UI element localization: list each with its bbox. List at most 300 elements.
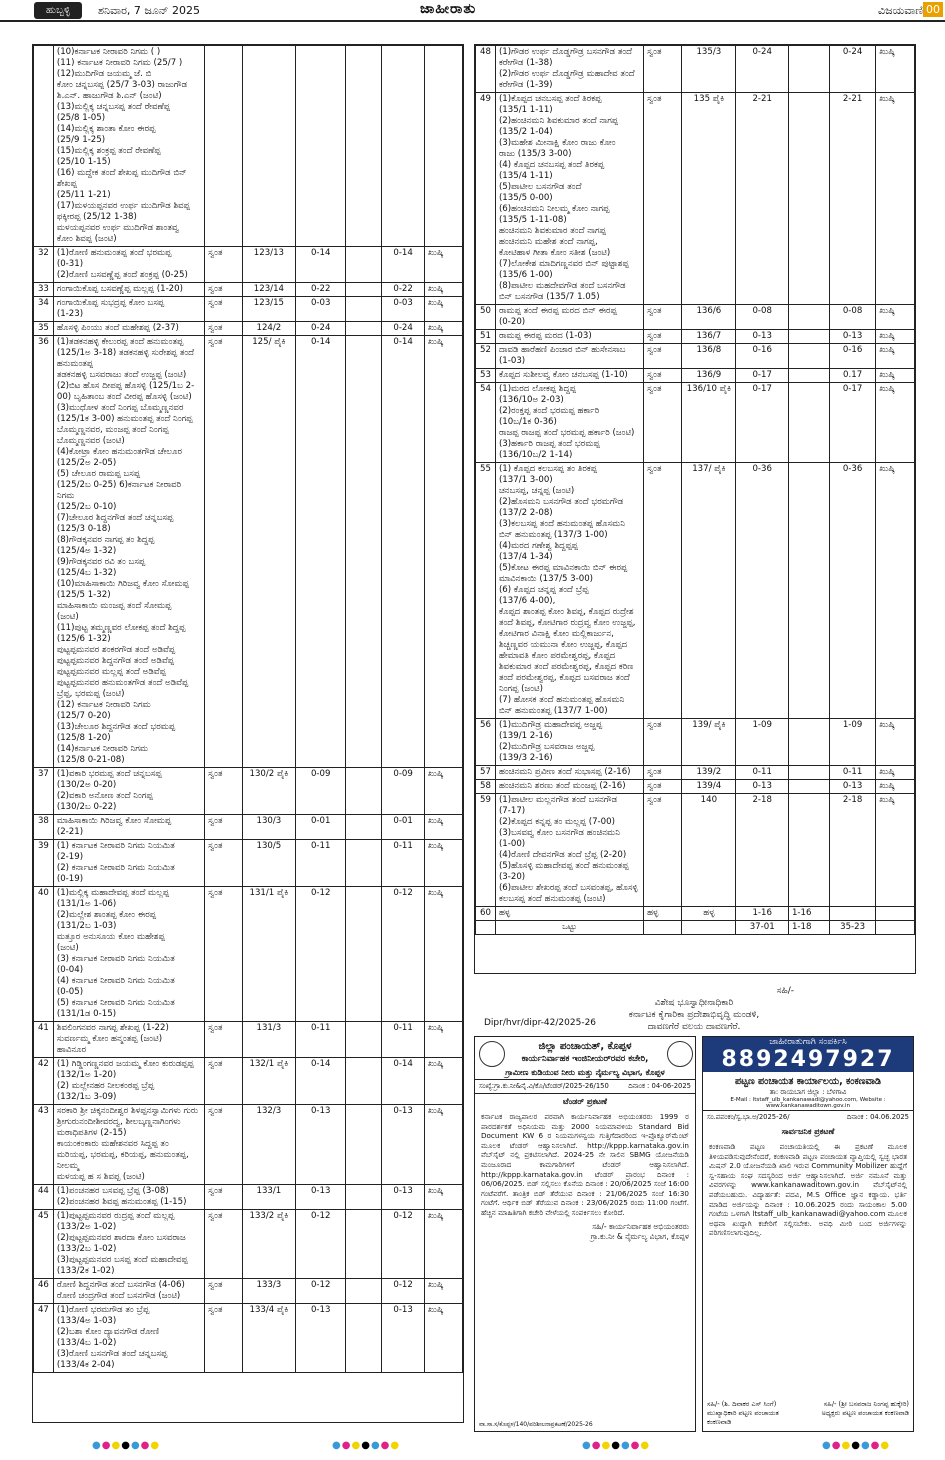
owner-line: (3)ಕಲಬಸಪ್ಪ ತಂದೆ ಹನುಮಂತಪ್ಪ ಹೊಸಮನಿ: [498, 519, 626, 529]
acquire-area: 0-24: [829, 46, 875, 93]
total-area: 0-24: [736, 46, 789, 93]
row-number: 47: [34, 1304, 54, 1373]
owner-line: ನಿಂಗಪ್ಪ (ಜಂಟಿ): [498, 684, 543, 694]
land-row: [34, 336, 463, 768]
owner-line: (10)ಮಾಹಿಸಾಕಾಯಿ ಗಿರಿಜವ್ವ ಕೋಂ ಸೋಮಪ್ಪ: [56, 579, 189, 589]
owner-names: [495, 794, 643, 907]
land-row: [34, 1279, 463, 1304]
owner-line: (125/4ಬ 1-32): [56, 568, 117, 578]
row-number: 54: [476, 383, 496, 463]
row-number: 60: [476, 907, 496, 921]
ad-koppal-sign2: ಗ್ರಾ.ಕು.ನೀ & ನೈರ್ಮಲ್ಯ ವಿಭಾಗ, ಕೊಪ್ಪಳ: [590, 1231, 689, 1241]
total-area: 0-17: [736, 383, 789, 463]
owner-line: ಹಾವಿನೂರ: [56, 1045, 87, 1055]
owner-line: (16) ಮದ್ದೇಕ ತಂದೆ ಶೇಖಪ್ಪ ಮುದಿಗೌಡ ಬಿನ್: [56, 168, 187, 178]
survey-number: [242, 46, 295, 247]
land-class: ಖುಷ್ಕಿ: [876, 305, 915, 330]
owner-line: (15)ಮಲ್ಲಿಕ್ಕ ಶಂಕ್ರಪ್ಪ ತಂದೆ ರೇವಣೆಪ್ಪ: [56, 146, 161, 156]
owner-line: (6) ಕೊಪ್ಪದ ಚನ್ನಪ್ಪ ತಂದೆ ಬ್ರೆಪ್ಪ: [498, 585, 589, 595]
holding-type: ಸ್ವಂತ: [644, 344, 682, 369]
ad-helpline-banner: [703, 1037, 913, 1072]
acquire-area: 0.17: [829, 369, 875, 383]
owner-line: (3)ಮುಧೋಳ ತಂದೆ ನಿಂಗಪ್ಪ ಬೊಮ್ಮಣ್ಣನವರ: [56, 403, 184, 413]
owner-line: (1) ಕರ್ನಾಟಕ ನೀರಾವರಿ ನಿಗಮ ನಿಯಮಿತ: [56, 841, 175, 851]
land-class: ಖುಷ್ಕಿ: [876, 794, 915, 907]
total-area: 0-12: [296, 887, 346, 1022]
land-class: [424, 46, 462, 247]
owner-names: [53, 1058, 204, 1105]
owner-line: ಫಕ್ಕೀರಪ್ಪ (25/12 1-38): [56, 212, 137, 222]
land-schedule-table-right: [475, 45, 915, 935]
owner-line: ಕೊಪ್ಪದ ಸುಶೀಲವ್ವ ಕೋಂ ಚನಬಸಪ್ಪ (1-10): [498, 370, 628, 380]
row-number: 41: [34, 1022, 54, 1058]
row-number: 45: [34, 1210, 54, 1279]
ad-kank-heading: ಸಾರ್ವಜನಿಕ ಪ್ರಕಟಣೆ: [781, 1127, 835, 1136]
total-area: 0-11: [736, 766, 789, 780]
owner-line: (1)ರೋಣಿ ಭರಮಗೌಡ ತಂ ಬ್ರೆಪ್ಪ: [56, 1305, 150, 1315]
owner-line: (25/9 1-25): [56, 135, 106, 145]
page-number: 00: [923, 2, 943, 17]
owner-line: (125/3 0-18): [56, 524, 111, 534]
land-class: ಖುಷ್ಕಿ: [876, 330, 915, 344]
kharab-area: [346, 283, 382, 297]
acquire-area: 0-13: [382, 1105, 425, 1185]
survey-number: 123/15: [242, 297, 295, 322]
row-number: 53: [476, 369, 496, 383]
owner-line: ಕರೇಗೌಡ (1-39): [498, 80, 553, 90]
owner-line: (3)ಹರ್ಕಾರಿ ರಾಜಪ್ಪ ತಂದೆ ಭರಮಪ್ಪ: [498, 439, 600, 449]
holding-type: ಸ್ವಂತ: [205, 247, 243, 283]
owner-names: [53, 815, 204, 840]
owner-line: (1) ಗಿಡ್ಡಿಂಗಣ್ಣನವರ ಜಯಮ್ಮ ಕೋಂ ಕುರುಡಪ್ಪಪ್ಪ: [56, 1059, 194, 1069]
acquire-area: 0-22: [382, 283, 425, 297]
owner-line: ಹಂಚಿನಮನಿ ಶಿವಕುಮಾರ ತಂದೆ ನಾಗಪ್ಪ: [498, 226, 606, 236]
row-number: 34: [34, 297, 54, 322]
owner-line: ಚನಬಸಪ್ಪ, ಚನ್ನಪ್ಪ (ಜಂಟಿ): [498, 486, 575, 496]
owner-line: (135/4 1-11): [498, 171, 553, 181]
owner-line: (4)ರೋಣಿ ದೇವನಗೌಡ ತಂದೆ ಬ್ರೆಪ್ಪ (2-20): [498, 850, 627, 860]
owner-line: (13)ಚೇಲೂರ ಶಿದ್ದನಗೌಡ ತಂದೆ ಭರಮಪ್ಪ: [56, 722, 176, 732]
row-number: 48: [476, 46, 496, 93]
acquire-area: 0-03: [382, 297, 425, 322]
holding-type: ಸ್ವಂತ: [205, 297, 243, 322]
total-area: 0-01: [296, 815, 346, 840]
ad-koppal-tender: [474, 1036, 696, 1432]
owner-line: (2)ರೋಣಿ ಬಸವಣ್ಣೆಪ್ಪ ತಂದೆ ಶಂಕ್ರಪ್ಪ (0-25): [56, 270, 188, 280]
owner-line: (125/2ಅ 2-05): [56, 458, 117, 468]
owner-line: (7)ಚೇಲೂರ ಶಿದ್ದನಗೌಡ ತಂದೆ ಚನ್ನಬಸಪ್ಪ: [56, 513, 174, 523]
owner-line: (2)ಪಂಚನಹರ ಶಿವಪ್ಪ ಹನುಮಂತಪ್ಪ (1-15): [56, 1197, 187, 1207]
holding-type: ಸ್ವಂತ: [644, 463, 682, 719]
survey-number: 123/14: [242, 283, 295, 297]
owner-line: (2) ಕರ್ನಾಟಕ ನೀರಾವರಿ ನಿಗಮ ನಿಯಮಿತ: [56, 863, 175, 873]
owner-line: (8)ಪಾಟೀಲ ಮಹದೇವಗೌಡ ತಂದೆ ಬಸನಗೌಡ: [498, 281, 626, 291]
owner-line: (2)ಗೌಡರ ಉರ್ಫ ದೊಡ್ಡಗೌಡ್ರ ಮಹಾದೇವ ತಂದೆ: [498, 69, 635, 79]
survey-number: 125/ ಪೈಕಿ: [242, 336, 295, 768]
owner-line: ಬಿನ್ ಹನುಮಂತಪ್ಪ (137/7 1-00): [498, 706, 608, 716]
owner-names: [53, 1105, 204, 1185]
row-number: 56: [476, 719, 496, 766]
acquire-area: 0-13: [829, 780, 875, 794]
holding-type: ಸ್ವಂತ: [205, 840, 243, 887]
owner-line: (1-03): [498, 356, 526, 366]
owner-names: [495, 463, 643, 719]
owner-line: (135/1 1-11): [498, 105, 553, 115]
holding-type: ಹಳ್ಳ: [644, 907, 682, 921]
land-row: [34, 283, 463, 297]
survey-number: 135/3: [682, 46, 736, 93]
kharab-area: [788, 766, 829, 780]
registration-marks-left: ●●●●●●●: [92, 1440, 161, 1451]
masthead: [0, 0, 945, 22]
row-number: 44: [34, 1185, 54, 1210]
holding-type: [205, 46, 243, 247]
acquire-area: 2-18: [829, 794, 875, 907]
acquire-area: 0-09: [382, 768, 425, 815]
survey-number: 137/ ಪೈಕಿ: [682, 463, 736, 719]
kharab-area: [788, 369, 829, 383]
row-number: 43: [34, 1105, 54, 1185]
owner-line: (3) ಕರ್ನಾಟಕ ನೀರಾವರಿ ನಿಗಮ ನಿಯಮಿತ: [56, 954, 175, 964]
total-area: 2-21: [736, 93, 789, 305]
survey-number: 130/2 ಪೈಕಿ: [242, 768, 295, 815]
owner-line: (133/4ಬ 1-02): [56, 1338, 117, 1348]
kharab-area: [788, 463, 829, 719]
owner-names: [495, 780, 643, 794]
survey-number: 133/3: [242, 1279, 295, 1304]
acquire-area: 0-14: [382, 247, 425, 283]
owner-line: (133/2ಕ 1-02): [56, 1266, 115, 1276]
kharab-area: [788, 330, 829, 344]
owner-line: (5)ಕೋಟ ಈರಪ್ಪ ಮಾವಿನಕಾಯಿ ಬಿನ್ ಈರಪ್ಪ: [498, 563, 628, 573]
total-area: 0-14: [296, 336, 346, 768]
owner-line: (2-19): [56, 852, 84, 862]
survey-number: 139/ ಪೈಕಿ: [682, 719, 736, 766]
land-class: ಖುಷ್ಕಿ: [424, 247, 462, 283]
row-number: 50: [476, 305, 496, 330]
owner-line: ಕೋಟಿಗಾರ ವಿನಾಕ್ಷಿ ಕೋಂ ಮಲ್ಲಿಕಾರ್ಜುನ,: [498, 629, 614, 639]
land-class: ಖುಷ್ಕಿ: [876, 93, 915, 305]
owner-line: (130/2ಅ 0-20): [56, 780, 117, 790]
owner-line: (1) ಕೊಪ್ಪದ ಕಲಬಸಪ್ಪ ತಂ ತಿರಕಪ್ಪ: [498, 464, 597, 474]
owner-line: (10)ಕರ್ನಾಟಕ ನೀರಾವರಿ ನಿಗಮ ( ): [56, 47, 161, 57]
holding-type: ಸ್ವಂತ: [205, 768, 243, 815]
land-class: ಖುಷ್ಕಿ: [876, 344, 915, 369]
owner-line: (0-05): [56, 987, 84, 997]
land-class: ಖುಷ್ಕಿ: [424, 1022, 462, 1058]
owner-line: ಮಳಯಪ್ಪನವರ ಉರ್ಫ ಮುದಿಗೌಡ ಶಾಂತವ್ವ: [56, 223, 179, 233]
ad-koppal-heading: ಟೆಂಡರ್ ಪ್ರಕಟಣೆ: [563, 1097, 607, 1106]
owner-line: (132/1ಅ 1-20): [56, 1070, 117, 1080]
holding-type: ಸ್ವಂತ: [644, 93, 682, 305]
holding-type: ಸ್ವಂತ: [644, 305, 682, 330]
owner-names: [495, 93, 643, 305]
land-class: ಖುಷ್ಕಿ: [424, 1058, 462, 1105]
owner-names: [53, 1304, 204, 1373]
owner-line: (1)ಪುಟ್ಟಪ್ಪಮನವರ ರುದ್ರಪ್ಪ ತಂದೆ ಮಲ್ಲಪ್ಪ: [56, 1211, 175, 1221]
owner-names: [495, 383, 643, 463]
owner-line: (2)ವಕಾರಿ ಅನೋಣ ತಂದೆ ನಿಂಗಪ್ಪ: [56, 791, 153, 801]
land-row: [476, 907, 915, 921]
kharab-area: [346, 1105, 382, 1185]
owner-line: (2-21): [56, 827, 84, 837]
total-blank: [644, 921, 682, 935]
owner-line: ಮತ್ತೂರ ಅನುಸೂಯ ಕೋಂ ಮಹೇಶಪ್ಪ: [56, 932, 165, 942]
total-area: 0-17: [736, 369, 789, 383]
owner-line: (0-31): [56, 259, 84, 269]
land-class: ಖುಷ್ಕಿ: [876, 463, 915, 719]
owner-names: [495, 719, 643, 766]
land-schedule-table-left: [33, 45, 463, 1373]
holding-type: ಸ್ವಂತ: [205, 336, 243, 768]
total-area: 0-13: [296, 1304, 346, 1373]
kharab-area: 1-16: [788, 907, 829, 921]
owner-names: [53, 247, 204, 283]
owner-line: (2)ಮಲ್ಲೇಶ ಶಾಂತಪ್ಪ ಕೋಂ ಈರಪ್ಪ: [56, 910, 156, 920]
holding-type: ಸ್ವಂತ: [644, 330, 682, 344]
owner-names: [53, 887, 204, 1022]
row-number: 40: [34, 887, 54, 1022]
owner-names: [53, 1185, 204, 1210]
total-area: 0-13: [296, 1105, 346, 1185]
owner-line: ರಾಜು (135/3 3-00): [498, 149, 572, 159]
owner-line: (125/5 1-32): [56, 590, 111, 600]
acquire-area: [382, 46, 425, 247]
signature-line1: ವಿಶೇಷ ಭೂಸ್ವಾಧೀನಾಧಿಕಾರಿ: [654, 998, 734, 1008]
land-class: ಖುಷ್ಕಿ: [424, 1304, 462, 1373]
kharab-area: [788, 305, 829, 330]
owner-line: ರಾಜಪ್ಪ ರಾಜಪ್ಪ ತಂದೆ ಭರಮಪ್ಪ ಹರ್ಕಾರಿ (ಜಂಟಿ): [498, 428, 635, 438]
owner-line: ಹಂಚಿನಮನಿ ಮಹೇಶ ತಂದೆ ನಾಗಪ್ಪ,: [498, 237, 598, 247]
land-row: [476, 330, 915, 344]
owner-line: ಕಾಯಂಕಂಕಾರು ಮಹೇಶನವರ ಸಿದ್ದಪ್ಪ ತಂ: [56, 1139, 169, 1149]
holding-type: ಸ್ವಂತ: [205, 815, 243, 840]
owner-line: ತಡಕನಹಳ್ಳಿ ಬಸವರಾಜು ತಂದೆ ಉಜ್ಜಪ್ಪ (ಜಂಟಿ): [56, 370, 187, 380]
owner-line: (135/6 1-00): [498, 270, 553, 280]
ad-koppal-body: ಕರ್ನಾಟಕ ರಾಜ್ಯಪಾಲರ ಪರವಾಗಿ ಕಾರ್ಯನಿರ್ವಾಹಕ ಅಭಿಯಂತರರು 1999 ರ ಪಾರದರ್ಶಕತೆ ಅಧಿನಿಯಮ ಮತ್ತು 2000 ನಿಯಮಾವಳಿಯ Standard Bid Document KW 6 ರ ನಿಯಮಗಳನ್ವಯ ಗುತ್ತಿಗೆದಾರರಿಂದ ಇ-ಪ್ರೊಕ್ಯೂರ್‌ಮೆಂಟ್ ಮೂಲಕ ಟೆಂಡರ್ ಆಹ್ವಾನಿಸಲಾಗಿದೆ. http://kppp.karnataka.gov.in ವೆಬ್‌ಸೈಟ್ ನಲ್ಲಿ ಪ್ರಕಟಿಸಲಾಗಿದೆ. 2024-25 ನೇ ಸಾಲಿನ SBMG ಯೋಜನೆಯಡಿ ಮಂಜೂರಾದ ಕಾಮಗಾರಿಗಳಿಗೆ ಟೆಂಡರ್ ಆಹ್ವಾನಿಸಲಾಗಿದೆ. http://kppp.karnataka.gov.in ಟೆಂಡರ್ ಪ್ರಾರಂಭ ದಿನಾಂಕ : 06/06/2025. ಬಿಡ್ ಸಲ್ಲಿಸಲು ಕೊನೆಯ ದಿನಾಂಕ : 20/06/2025 ಸಂಜೆ 16:00 ಗಂಟೆವರೆಗೆ. ತಾಂತ್ರಿಕ ಬಿಡ್ ತೆರೆಯುವ ದಿನಾಂಕ : 21/06/2025 ಸಂಜೆ 16:30 ಗಂಟೆಗೆ. ಆರ್ಥಿಕ ಬಿಡ್ ತೆರೆಯುವ ದಿನಾಂಕ : 23/06/2025 ರಂದು 11:00 ಗಂಟೆಗೆ. ಹೆಚ್ಚಿನ ಮಾಹಿತಿಗಾಗಿ ಕಚೇರಿ ವೇಳೆಯಲ್ಲಿ ಸಂಪರ್ಕಿಸಲು ಕೋರಿದೆ.: [481, 1112, 689, 1217]
total-area: 1-16: [736, 907, 789, 921]
owner-line: (139/1 2-16): [498, 731, 553, 741]
total-area: 0-11: [296, 840, 346, 887]
owner-line: (25/8 1-05): [56, 113, 106, 123]
land-class: ಖುಷ್ಕಿ: [424, 322, 462, 336]
owner-line: ಹೇಮಾವತಿ ಕೋಂ ಪರಮೇಶ್ವರಪ್ಪ, ಕೊಪ್ಪದ: [498, 651, 616, 661]
acquire-area: 0-08: [829, 305, 875, 330]
survey-number: 130/3: [242, 815, 295, 840]
owner-line: (130/2ಬ 0-22): [56, 802, 117, 812]
kharab-area: [788, 344, 829, 369]
survey-number: 124/2: [242, 322, 295, 336]
owner-names: [53, 1210, 204, 1279]
row-number: 55: [476, 463, 496, 719]
acquire-area: 0-36: [829, 463, 875, 719]
land-class: ಖುಷ್ಕಿ: [876, 766, 915, 780]
land-class: ಖುಷ್ಕಿ: [876, 719, 915, 766]
land-row: [476, 305, 915, 330]
owner-line: ಮಳಯಪ್ಪ ಹ ಸ ಶಿವಪ್ಪ (ಜಂಟಿ): [56, 1172, 145, 1182]
ad-kank-sub: ತಾ: ರಾಯಬಾಗ ಜಿಲ್ಲಾ : ಬೆಳಗಾವಿ: [769, 1088, 847, 1096]
owner-line: (125/8 0-21-08): [56, 755, 125, 765]
land-class: ಖುಷ್ಕಿ: [876, 46, 915, 93]
owner-line: (135/5 1-11-08): [498, 215, 567, 225]
owner-line: (14)ಕರ್ನಾಟಕ ನೀರಾವರಿ ನಿಗಮ: [56, 744, 149, 754]
ad-koppal-code: ವಾ.ಸಾ.ಸ/ಕೊಪ್ಪಳ/140/ಪರಿಶೀಲನಾಪ್ರಕಟಣೆ/2025-26: [479, 1421, 593, 1428]
owner-line: ಶಿವಲಿಂಗನವರ ನಾಗಪ್ಪ ಶೇಖಪ್ಪ (1-22): [56, 1023, 169, 1033]
total-area: 0-11: [296, 1022, 346, 1058]
owner-line: ಕರೇಗೌಡ (1-38): [498, 58, 553, 68]
owner-line: ಪುಟ್ಟಪ್ಪಮನವರ ಹನುಮಂತಗೌಡ ತಂದೆ ಅಡಿವೆಪ್ಪ: [56, 678, 189, 688]
owner-line: ಶಿವಕುಮಾರ ತಂದೆ ಪರಮೇಶ್ವರಪ್ಪ, ಕೊಪ್ಪದ ಕರಿಣ: [498, 662, 634, 672]
registration-marks-mid: ●●●●●●●: [582, 1440, 651, 1451]
total-area: 1-09: [736, 719, 789, 766]
owner-line: (1)ಮಲ್ಲಿಕ್ಕ ಮಹಾದೇವಪ್ಪ ತಂದೆ ಮಲ್ಲಪ್ಪ: [56, 888, 169, 898]
row-number: 51: [476, 330, 496, 344]
owner-names: [495, 46, 643, 93]
land-row: [34, 1185, 463, 1210]
owner-line: ಶಿ.ಎನ್. ಹಾಜುಗೌಡ ಶಿ.ಎನ್ (ಜಂಟಿ): [56, 91, 162, 101]
owner-line: (136/10ಬ/2 1-14): [498, 450, 573, 460]
row-number: [34, 46, 54, 247]
owner-line: (1-00): [498, 839, 526, 849]
land-class: ಖುಷ್ಕಿ: [424, 840, 462, 887]
owner-line: (1)ವಕಾರಿ ಭರಮಪ್ಪ ತಂದೆ ಚನ್ನಬಸಪ್ಪ: [56, 769, 162, 779]
dipr-code: Dipr/hvr/dipr-42/2025-26: [484, 1018, 597, 1028]
owner-line: (1)ಪಂಚನಹರ ಬಸವಪ್ಪ ಬ್ರೆಪ್ಪ (3-08): [56, 1186, 169, 1196]
total-area: 0-08: [736, 305, 789, 330]
holding-type: ಸ್ವಂತ: [205, 1105, 243, 1185]
land-row: [34, 1304, 463, 1373]
total-area: 0-13: [736, 330, 789, 344]
holding-type: ಸ್ವಂತ: [644, 383, 682, 463]
owner-names: [495, 305, 643, 330]
kharab-area: [346, 1185, 382, 1210]
survey-number: 140: [682, 794, 736, 907]
issue-date: ಶನಿವಾರ, 7 ಜೂನ್ 2025: [98, 4, 200, 17]
owner-line: ಮಾಹಿಸಾಕಾಯಿ ಗಿರಿಜವ್ವ ಕೋಂ ಸೋಮಪ್ಪ: [56, 816, 172, 826]
kharab-area: [788, 780, 829, 794]
owner-line: (139/3 2-16): [498, 753, 553, 763]
owner-line: (6)ಹಂಚಿನಮನಿ ನೀಲಮ್ಮ ಕೋಂ ನಾಗಪ್ಪ: [498, 204, 610, 214]
land-class: ಖುಷ್ಕಿ: [876, 383, 915, 463]
survey-number: 132/1 ಪೈಕಿ: [242, 1058, 295, 1105]
acquire-area: 0-24: [382, 322, 425, 336]
owner-names: [495, 907, 643, 921]
ad-kank-title: ಪಟ್ಟಣ ಪಂಚಾಯತ ಕಾರ್ಯಾಲಯ, ಕಂಕಣವಾಡಿ: [735, 1076, 881, 1087]
kharab-area: [788, 719, 829, 766]
owner-line: (131/1ಅ 1-06): [56, 899, 117, 909]
row-number: 52: [476, 344, 496, 369]
ad-koppal-ref: ಸಂಖ್ಯೆ:ಗ್ರಾ.ಕು.ನೀ&ನೈ.ವಿ/ಕೊ/ಟೆಂಡರ್/2025-26/150: [479, 1082, 609, 1090]
kharab-area: [788, 93, 829, 305]
land-row: [34, 1022, 463, 1058]
total-blank: [476, 921, 496, 935]
kharab-area: [346, 887, 382, 1022]
owner-names: [495, 766, 643, 780]
owner-line: (1)ಪಾಟೀಲ ಮಲ್ಲನಗೌಡ ತಂದೆ ಬಸನಗೌಡ: [498, 795, 618, 805]
owner-line: (125/1ಕ 3-00) ಹನುಮಂತಪ್ಪ ತಂದೆ ನಿಂಗಪ್ಪ: [56, 414, 193, 424]
total-area: 0-03: [296, 297, 346, 322]
survey-number: 131/1 ಪೈಕಿ: [242, 887, 295, 1022]
kharab-area: [346, 815, 382, 840]
holding-type: ಸ್ವಂತ: [205, 322, 243, 336]
paper-name: ವಿಜಯವಾಣಿ: [877, 4, 923, 17]
owner-line: (3)ಬಸವವ್ವ ಕೋಂ ಬಸನಗೌಡ ಹಂಚಿನಮನಿ: [498, 828, 620, 838]
owner-line: (ಜಂಟಿ): [56, 943, 79, 953]
holding-type: ಸ್ವಂತ: [205, 1279, 243, 1304]
acquire-area: 0-11: [382, 840, 425, 887]
total-owner: ಒಟ್ಟು: [495, 921, 643, 935]
owner-line: (0-20): [498, 317, 526, 327]
ad-kank-body: ಕಂಕಣವಾಡಿ ಪಟ್ಟಣ ಪಂಚಾಯತಿಯಲ್ಲಿ ಈ ಪ್ರಕಟಣೆ ಮೂಲಕ ತಿಳಿಯಪಡಿಸುವುದೇನೆಂದರೆ, ಕಂಕಣವಾಡಿ ಪಟ್ಟಣ ಪಂಚಾಯತ ವ್ಯಾಪ್ತಿಯಲ್ಲಿ ಸ್ವಚ್ಛ ಭಾರತ ಮಿಷನ್ 2.0 ಯೋಜನೆಯಡಿ ಖಾಲಿ ಇರುವ Community Mobilizer ಹುದ್ದೆಗೆ ಸ್ವ-ಸಹಾಯ ಸಂಘ ಸದಸ್ಯರಿಂದ ಅರ್ಜಿ ಆಹ್ವಾನಿಸಲಾಗಿದೆ. ಅರ್ಜಿ ನಮೂನೆ ಮತ್ತು ವಿವರಗಳನ್ನು www.kankanawaditown.gov.in ವೆಬ್‌ಸೈಟ್‌ನಲ್ಲಿ ಪಡೆಯಬಹುದು. ವಿದ್ಯಾರ್ಹತೆ: ಪದವಿ, M.S Office ಜ್ಞಾನ ಕಡ್ಡಾಯ. ಭರ್ತಿ ಮಾಡಿದ ಅರ್ಜಿಯನ್ನು ದಿನಾಂಕ : 10.06.2025 ರಂದು ಸಾಯಂಕಾಲ 5.00 ಗಂಟೆಯ ಒಳಗಾಗಿ ltstaff_ulb_kankanawadi@yahoo.com ಮೂಲಕ ಅಥವಾ ಖುದ್ದಾಗಿ ಕಚೇರಿಗೆ ಸಲ್ಲಿಸಬೇಕು. ಅವಧಿ ಮೀರಿ ಬಂದ ಅರ್ಜಿಗಳನ್ನು ಪರಿಗಣಿಸಲಾಗುವುದಿಲ್ಲ.: [709, 1142, 907, 1238]
owner-line: ಹಂಚಿನಮನಿ ಶರಣು ತಂದೆ ಮಂಜಪ್ಪ (2-16): [498, 781, 626, 791]
land-table-right: [474, 44, 916, 974]
owner-line: (3-20): [498, 872, 526, 882]
land-row: [476, 369, 915, 383]
row-number: 35: [34, 322, 54, 336]
owner-line: ಪುಟ್ಟಪ್ಪಮನವರ ಮಲ್ಲಪ್ಪ ತಂದೆ ಅಡಿವೆಪ್ಪ: [56, 667, 166, 677]
holding-type: ಸ್ವಂತ: [205, 1210, 243, 1279]
owner-line: (0-04): [56, 965, 84, 975]
owner-line: (133/2ಬ 1-02): [56, 1244, 117, 1254]
owner-line: ಬ್ರೆಪ್ಪ, ಭರಮಪ್ಪ (ಜಂಟಿ): [56, 689, 125, 699]
owner-line: ರೋಣಿ ಚಂದ್ರಗೌಡ ತಂದೆ ಬಸನಗೌಡ (ಜಂಟಿ): [56, 1291, 181, 1301]
land-class: ಖುಷ್ಕಿ: [424, 1185, 462, 1210]
owner-line: (131/2ಬ 1-03): [56, 921, 117, 931]
owner-line: ಸುವರ್ಣಮ್ಮ ಕೋಂ ಹನ್ಮಂತಪ್ಪ (ಜಂಟಿ): [56, 1034, 163, 1044]
acquire-area: 0-14: [382, 336, 425, 768]
owner-line: ಗಂಗಾಯಿಕೊಪ್ಪ ಬಸವಣ್ಣೆಪ್ಪ ಮಲ್ಲಪ್ಪ (1-20): [56, 284, 183, 294]
owner-line: (0-19): [56, 874, 84, 884]
acquire-area: 0-16: [829, 344, 875, 369]
owner-line: ದಾವಡಿ ಹಾರೆಹಣಿ ಪಿಂಜಾರ ಬಿನ್ ಹುಸೇನಸಾಬ: [498, 345, 626, 355]
owner-line: (1)ಮರದ ಲೋಕಪ್ಪ ಶಿದ್ದಪ್ಪ: [498, 384, 576, 394]
signature-line3: ದಾವಣಗೆರೆ ವಲಯ ದಾವಣಗೆರೆ.: [647, 1022, 741, 1032]
survey-number: 135 ಪೈಕಿ: [682, 93, 736, 305]
kharab-area: [346, 1058, 382, 1105]
owner-line: (137/4 1-34): [498, 552, 553, 562]
owner-line: ಗಂಗಾಯಿಕೊಪ್ಪ ಸುಭದ್ರಪ್ಪ ಕೋಂ ಬಸಪ್ಪ: [56, 298, 165, 308]
kharab-area: [346, 840, 382, 887]
row-number: 46: [34, 1279, 54, 1304]
ad-kank-email: E-Mail : ltstaff_ulb_kankanawadi@yahoo.com, Website : www.kankanawaditown.gov.in: [703, 1097, 913, 1111]
owner-line: (137/1 3-00): [498, 475, 553, 485]
owner-line: (125/6 1-32): [56, 634, 111, 644]
total-acquire: 35-23: [829, 921, 875, 935]
survey-number: 133/1: [242, 1185, 295, 1210]
row-number: 58: [476, 780, 496, 794]
land-row: [476, 719, 915, 766]
survey-number: 136/9: [682, 369, 736, 383]
holding-type: ಸ್ವಂತ: [205, 1304, 243, 1373]
owner-line: ಬೊಮ್ಮಣ್ಣನವರ, ಮಂಜಪ್ಪ ತಂದೆ ನಿಂಗಪ್ಪ: [56, 425, 169, 435]
land-class: ಖುಷ್ಕಿ: [424, 283, 462, 297]
land-class: ಖುಷ್ಕಿ: [424, 887, 462, 1022]
survey-number: 136/6: [682, 305, 736, 330]
total-area: 0-24: [296, 322, 346, 336]
owner-line: (ಜಂಟಿ): [56, 612, 79, 622]
row-number: 37: [34, 768, 54, 815]
total-area: 0-13: [296, 1185, 346, 1210]
owner-line: (2)ಮುದಿಗೌಡ್ರ ಬಸವರಾಜ ಅಜ್ಜಪ್ಪ: [498, 742, 595, 752]
land-row: [34, 297, 463, 322]
owner-line: ತಂದೆ ಪರಮೇಶ್ವರಪ್ಪ, ಕೊಪ್ಪದ ಬಸವರಾಜ ತಂದೆ: [498, 673, 630, 683]
survey-number: 139/2: [682, 766, 736, 780]
holding-type: ಸ್ವಂತ: [205, 887, 243, 1022]
owner-line: ಹೊಸಳ್ಳಿ ಪಿಂಯು ತಂದೆ ಮಹೇಶಪ್ಪ (2-37): [56, 323, 179, 333]
kharab-area: [346, 46, 382, 247]
helpline-label: ಜಾಹೀರಾತುಗಾಗಿ ಸಂಪರ್ಕಿಸಿ: [769, 1037, 847, 1047]
owner-line: (135/5 0-00): [498, 193, 553, 203]
